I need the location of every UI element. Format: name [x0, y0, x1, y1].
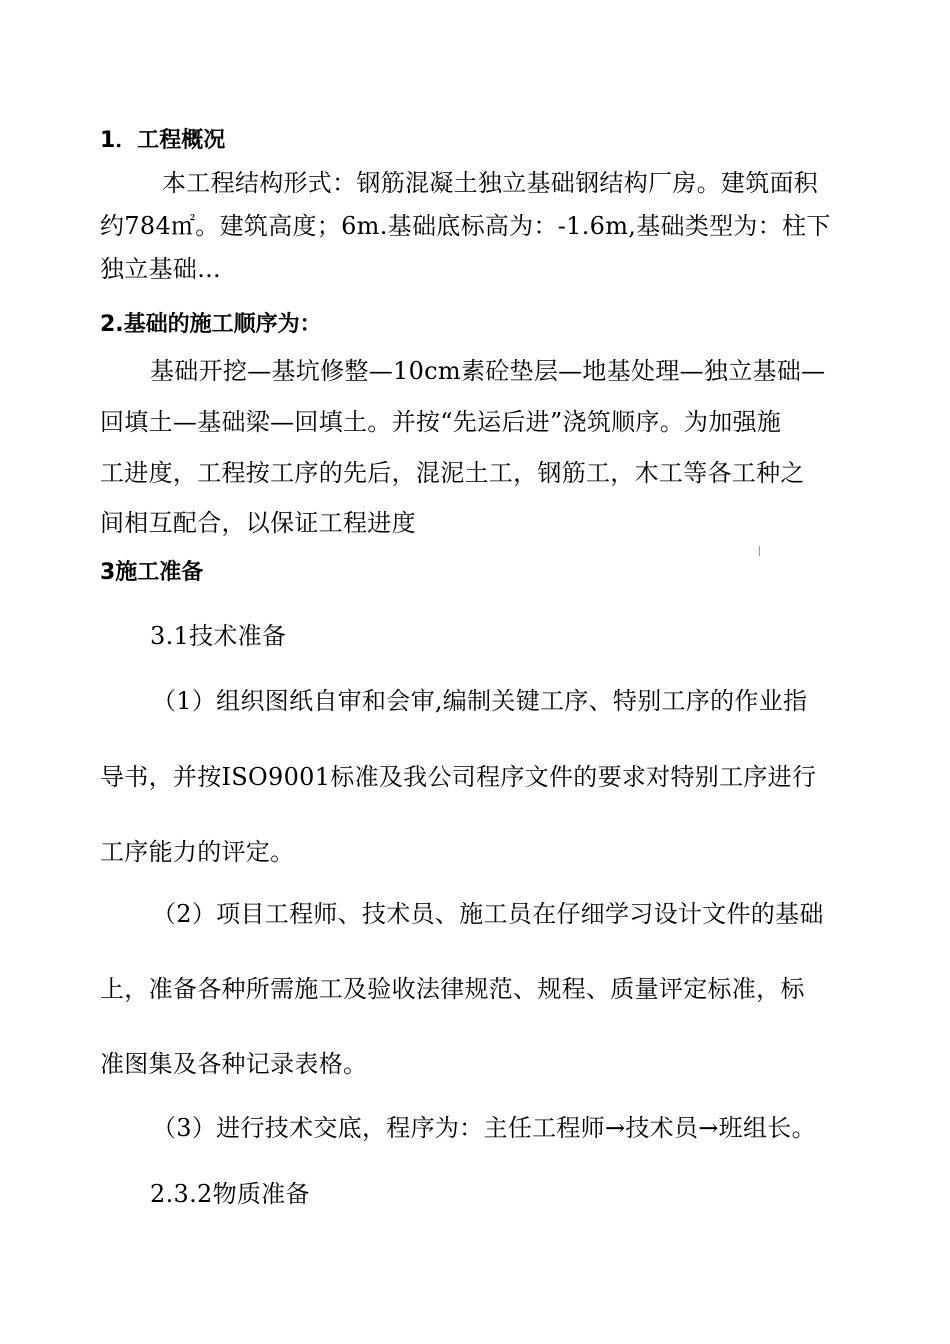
section-1-heading: 1．工程概况: [100, 128, 226, 153]
section-1-line-3: 独立基础...: [100, 255, 221, 283]
section-1-body: [100, 168, 852, 288]
tech-item-3: （3）进行技术交底，程序为：主任工程师→技术员→班组长。: [152, 1114, 816, 1142]
tech-item-2-line-3: 准图集及各种记录表格。: [100, 1050, 368, 1078]
section-2-line-4: 间相互配合，以保证工程进度: [100, 509, 416, 537]
subsection-3-1-heading: 3.1技术准备: [150, 622, 287, 650]
tech-item-2-line-1: （2）项目工程师、技术员、施工员在仔细学习设计文件的基础: [152, 900, 824, 928]
tech-item-2: [100, 899, 852, 1089]
tech-item-2-line-2: 上，准备各种所需施工及验收法律规范、规程、质量评定标准，标: [100, 975, 805, 1003]
tech-item-1-line-2: 导书，并按ISO9001标准及我公司程序文件的要求对特别工序进行: [100, 763, 817, 791]
subsection-2-3-2-heading: 2.3.2物质准备: [150, 1180, 310, 1208]
section-2-heading: 2.基础的施工顺序为：: [100, 312, 322, 337]
section-2-body: [100, 356, 852, 537]
section-2-line-3: 工进度，工程按工序的先后，混泥土工，钢筋工，木工等各工种之: [100, 459, 805, 487]
tech-item-1-line-3: 工序能力的评定。: [100, 838, 295, 866]
margin-mark: [759, 546, 760, 556]
section-1-line-1: 本工程结构形式：钢筋混凝土独立基础钢结构厂房。建筑面积: [162, 169, 819, 197]
section-1-line-2: 约784㎡。建筑高度；6m.基础底标高为：-1.6m,基础类型为：柱下: [100, 212, 831, 240]
section-2-line-2: 回填土—基础梁—回填土。并按“先运后进”浇筑顺序。为加强施: [100, 408, 782, 436]
section-3-heading: 3施工准备: [100, 560, 204, 585]
section-2-line-1: 基础开挖—基坑修整—10cm素砼垫层—地基处理—独立基础—: [150, 357, 826, 385]
tech-item-1: [100, 686, 852, 876]
tech-item-1-line-1: （1）组织图纸自审和会审,编制关键工序、特别工序的作业指: [152, 687, 808, 715]
